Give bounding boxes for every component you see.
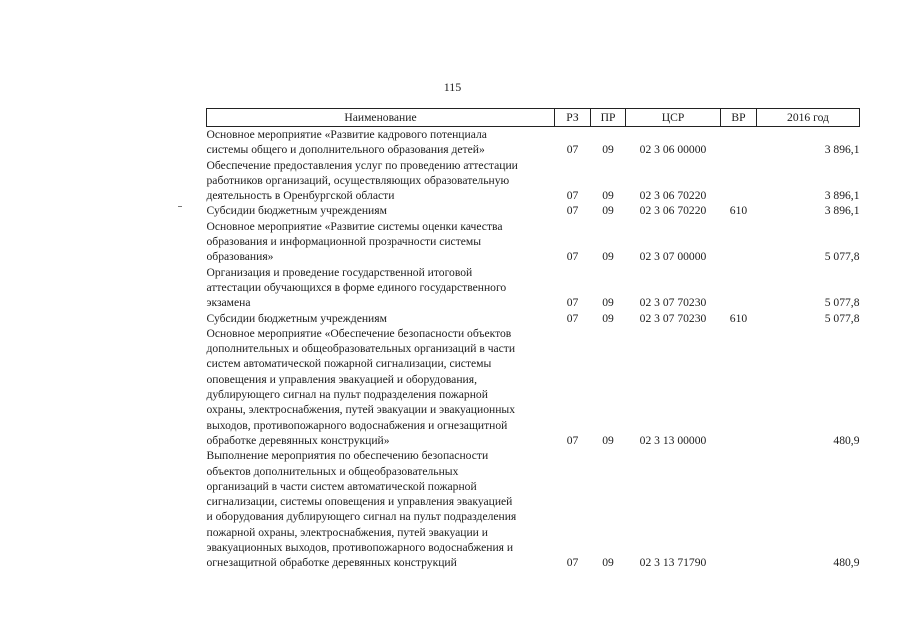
row-name-line: объектов дополнительных и общеобразовательных: [206, 464, 459, 478]
header-csr: ЦСР: [626, 109, 721, 127]
row-csr: 02 3 07 70230: [639, 311, 707, 325]
row-name-line: охраны, электроснабжения, путей эвакуации и эвакуационных: [206, 403, 515, 417]
table-row: [207, 219, 860, 265]
row-name-line: образования и информационной прозрачности системы: [206, 235, 482, 249]
row-name-line: Основное мероприятие «Развитие системы оценки качества: [206, 219, 503, 233]
table-row: [207, 203, 860, 218]
row-csr: 02 3 06 70220: [639, 189, 707, 203]
row-vr: [721, 158, 757, 204]
row-rz: 07: [566, 433, 579, 447]
table-header-row: [207, 109, 860, 127]
row-name: [207, 219, 555, 265]
row-rz: 07: [566, 311, 579, 325]
table-row: [207, 265, 860, 311]
row-name-line: огнезащитной обработке деревянных конструкций: [206, 556, 457, 570]
row-name-line: дублирующего сигнал на пульт подразделения пожарной: [206, 388, 488, 402]
row-vr: 610: [729, 204, 748, 218]
row-name-line: Выполнение мероприятия по обеспечению безопасности: [206, 449, 489, 463]
row-name: [207, 158, 555, 204]
row-amount: 3 896,1: [824, 204, 860, 218]
row-name-line: работников организаций, осуществляющих образовательную: [206, 173, 510, 187]
row-name-line: дополнительных и общеобразовательных организаций в части: [206, 342, 516, 356]
row-name-line: Основное мероприятие «Развитие кадрового потенциала: [206, 128, 487, 141]
row-name: [207, 326, 555, 448]
row-amount: 480,9: [833, 433, 860, 447]
page-number: 115: [443, 80, 462, 94]
table-row: [207, 326, 860, 448]
row-name-line: образования»: [206, 250, 274, 264]
scan-mark: [178, 206, 182, 207]
row-csr: 02 3 07 00000: [639, 250, 707, 264]
row-pr: 09: [602, 143, 614, 157]
row-name-line: оповещения и управления эвакуацией и оборудования,: [206, 372, 477, 386]
row-pr: 09: [602, 296, 614, 310]
row-name: [207, 127, 555, 158]
row-amount: 3 896,1: [824, 189, 860, 203]
table-row: [207, 127, 860, 158]
row-name-line: систем автоматической пожарной сигнализации, системы: [206, 357, 492, 371]
row-rz: 07: [566, 143, 579, 157]
row-csr: 02 3 07 70230: [639, 296, 707, 310]
table-row: [207, 311, 860, 326]
row-rz: 07: [566, 204, 579, 218]
row-pr: 09: [602, 311, 614, 325]
row-vr: [721, 127, 757, 158]
row-name-line: деятельность в Оренбургской области: [206, 189, 395, 203]
row-name-line: Основное мероприятие «Обеспечение безопасности объектов: [206, 326, 512, 340]
row-name: [207, 448, 555, 570]
row-name-line: и оборудования дублирующего сигнал на пульт подразделения: [206, 510, 517, 524]
header-name: Наименование: [207, 109, 555, 127]
row-name-line: пожарной охраны, электроснабжения, путей эвакуации и: [206, 525, 488, 539]
row-name-line: сигнализации, системы оповещения и управления эвакуацией: [206, 495, 513, 509]
header-pr: ПР: [591, 109, 626, 127]
row-pr: 09: [602, 204, 614, 218]
row-csr: 02 3 06 70220: [639, 204, 707, 218]
row-rz: 07: [566, 250, 579, 264]
row-name-line: выходов, противопожарного водоснабжения и огнезащитной: [206, 418, 508, 432]
row-rz: 07: [566, 189, 579, 203]
row-name-line: экзамена: [206, 296, 251, 310]
row-vr: 610: [729, 311, 748, 325]
header-year: 2016 год: [757, 109, 860, 127]
row-name-line: аттестации обучающихся в форме единого государственного: [206, 280, 507, 294]
row-pr: 09: [602, 433, 614, 447]
row-name-line: Организация и проведение государственной итоговой: [206, 265, 473, 279]
row-csr: 02 3 13 00000: [639, 433, 707, 447]
row-pr: 09: [602, 556, 614, 570]
row-amount: 5 077,8: [824, 250, 860, 264]
row-name-line: Субсидии бюджетным учреждениям: [206, 204, 387, 218]
row-name: [207, 203, 555, 218]
table-row: [207, 448, 860, 570]
row-name-line: системы общего и дополнительного образования детей»: [206, 143, 485, 157]
row-vr: [721, 448, 757, 570]
row-name-line: Субсидии бюджетным учреждениям: [206, 311, 387, 325]
budget-table: [206, 108, 860, 571]
row-rz: 07: [566, 556, 579, 570]
row-name: [207, 311, 555, 326]
row-name-line: эвакуационных выходов, противопожарного водоснабжения и: [206, 541, 514, 555]
row-amount: 3 896,1: [824, 143, 860, 157]
row-rz: 07: [566, 296, 579, 310]
header-rz: РЗ: [555, 109, 591, 127]
header-vr: ВР: [721, 109, 757, 127]
row-name-line: организаций в части систем автоматической пожарной: [206, 479, 477, 493]
row-name-line: обработке деревянных конструкций»: [206, 433, 390, 447]
row-name: [207, 265, 555, 311]
row-csr: 02 3 06 00000: [639, 143, 707, 157]
row-csr: 02 3 13 71790: [639, 556, 707, 570]
table-row: [207, 158, 860, 204]
row-amount: 5 077,8: [824, 311, 860, 325]
row-amount: 480,9: [833, 556, 860, 570]
row-vr: [721, 326, 757, 448]
row-vr: [721, 265, 757, 311]
row-pr: 09: [602, 250, 614, 264]
row-amount: 5 077,8: [824, 296, 860, 310]
row-name-line: Обеспечение предоставления услуг по проведению аттестации: [206, 158, 518, 172]
row-vr: [721, 219, 757, 265]
row-pr: 09: [602, 189, 614, 203]
